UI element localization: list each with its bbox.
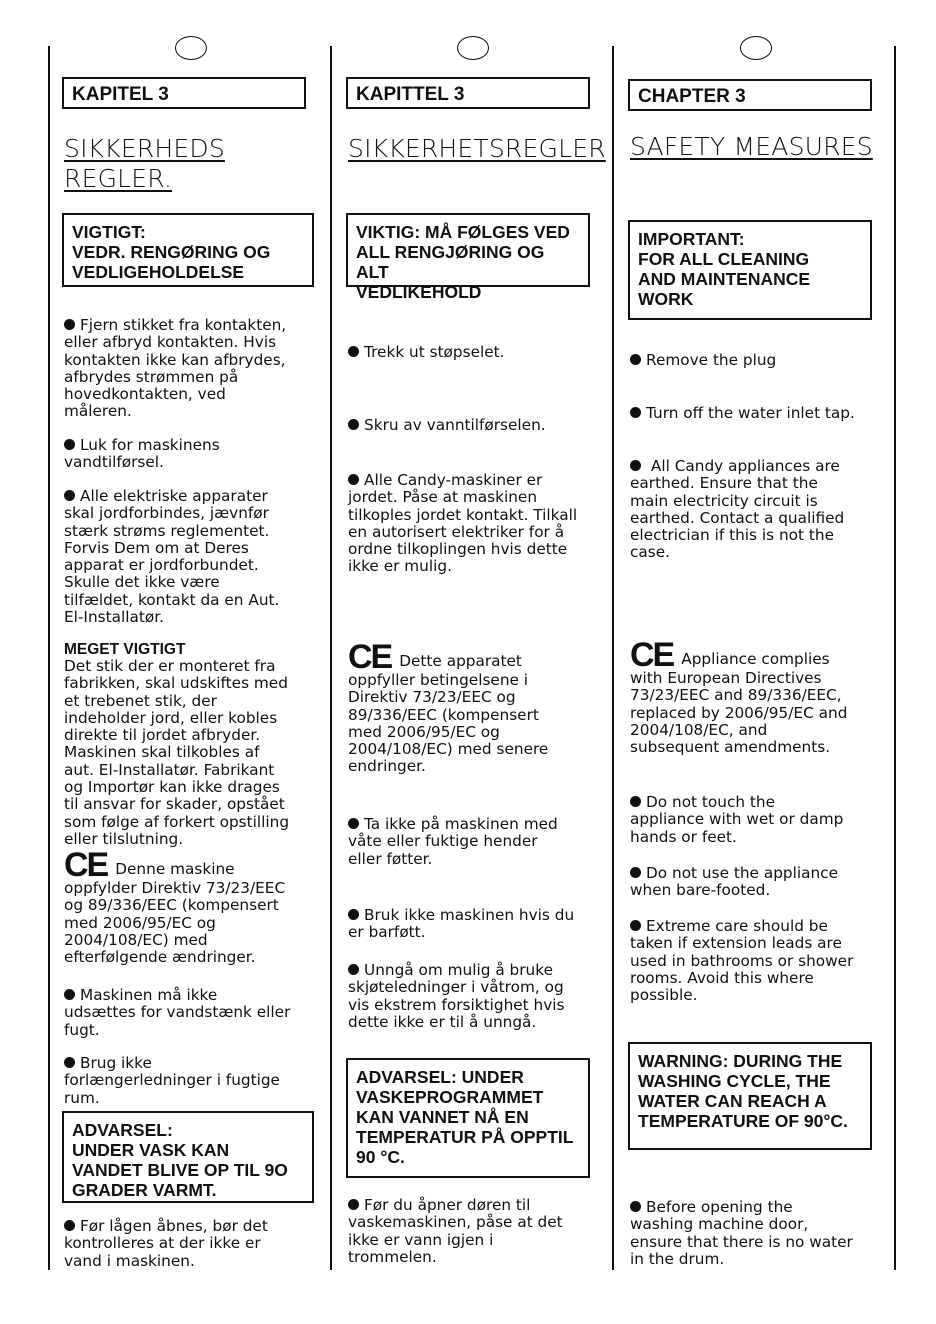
bullet-icon <box>348 964 359 975</box>
warning-box: ADVARSEL: UNDER VASK KAN VANDET BLIVE OP TIL 9O GRADER VARMT. <box>62 1111 314 1203</box>
safety-item: Skru av vanntilførselen. <box>348 417 610 434</box>
safety-item: Do not touch the appliance with wet or damp hands or feet. <box>630 793 844 846</box>
column-divider-right <box>894 46 896 1270</box>
bullet-icon <box>64 319 75 330</box>
safety-item: Før lågen åbnes, bør det kontrolleres at der ikke er vand i maskinen. <box>64 1217 268 1270</box>
bullet-icon <box>630 407 641 418</box>
very-important-heading: MEGET VIGTIGT <box>64 641 186 658</box>
safety-item: Before opening the washing machine door, ensure that there is no water in the drum. <box>630 1198 853 1268</box>
language-flag-circle-icon <box>457 36 489 60</box>
very-important-text: Det stik der er monteret fra fabrikken, skal udskiftes med et trebenet stik, der indeholder jord, eller kobles direkte til jordet afbryder. Maskinen skal tilkobles af aut. El-Installatør. Fabrikant og Importør kan ikke drages til ansvar for skader, opstået som følge af forkert opstilling eller tilslutning. <box>64 657 290 848</box>
ce-mark-icon: CE <box>348 638 392 676</box>
important-notice-box: IMPORTANT: FOR ALL CLEANING AND MAINTENANCE WORK <box>628 220 872 320</box>
safety-item: Brug ikke forlængerledninger i fugtige rum. <box>64 1054 280 1107</box>
bullet-icon <box>348 474 359 485</box>
ce-compliance-text: CE Dette apparatet oppfyller betingelsene i Direktiv 73/23/EEC og 89/336/EEC (kompensert med 2006/95/EC og 2004/108/EC) med senere endringer. <box>348 638 549 776</box>
chapter-label: CHAPTER 3 <box>628 79 872 111</box>
bullet-icon <box>64 989 75 1000</box>
safety-item: Unngå om mulig å bruke skjøteledninger i våtrom, og vis ekstrem forsiktighet hvis dette ikke er til å unngå. <box>348 961 565 1031</box>
ce-compliance-text: CE Appliance complies with European Directives 73/23/EEC and 89/336/EEC, replaced by 2006/95/EC and 2004/108/EC, and subsequent amendments. <box>630 636 848 757</box>
bullet-icon <box>630 460 641 471</box>
bullet-icon <box>630 354 641 365</box>
ce-mark-icon: CE <box>630 636 674 674</box>
column-divider-mid-left <box>330 46 332 1270</box>
safety-item: Ta ikke på maskinen med våte eller fuktige hender eller føtter. <box>348 815 558 868</box>
safety-item: Fjern stikket fra kontakten, eller afbryd kontakten. Hvis kontakten ikke kan afbrydes, afbrydes strømmen på hovedkontakten, ved måleren. <box>64 316 287 421</box>
bullet-icon <box>348 346 359 357</box>
bullet-icon <box>64 1220 75 1231</box>
safety-item: Trekk ut støpselet. <box>348 344 610 361</box>
safety-item: All Candy appliances are earthed. Ensure that the main electricity circuit is earthed. Contact a qualified electrician if this is not the case. <box>630 457 845 562</box>
important-notice-box: VIGTIGT: VEDR. RENGØRING OG VEDLIGEHOLDELSE <box>62 213 314 287</box>
bullet-icon <box>630 920 641 931</box>
bullet-icon <box>64 439 75 450</box>
chapter-label: KAPITTEL 3 <box>346 77 590 109</box>
bullet-icon <box>630 867 641 878</box>
safety-item: Før du åpner døren til vaskemaskinen, påse at det ikke er vann igjen i trommelen. <box>348 1196 563 1266</box>
bullet-icon <box>348 818 359 829</box>
important-notice-box: VIKTIG: MÅ FØLGES VED ALL RENGJØRING OG ALT VEDLIKEHOLD <box>346 213 590 287</box>
safety-item: Luk for maskinens vandtilførsel. <box>64 436 220 472</box>
bullet-icon <box>64 490 75 501</box>
safety-item: Alle elektriske apparater skal jordforbindes, jævnfør stærk strøms reglementet. Forvis Dem om at Deres apparat er jordforbundet. Skulle det ikke være tilfældet, kontakt da en Aut. El-Installatør. <box>64 487 280 627</box>
language-flag-circle-icon <box>740 36 772 60</box>
language-flag-circle-icon <box>175 36 207 60</box>
safety-item: Bruk ikke maskinen hvis du er barføtt. <box>348 906 575 942</box>
section-title: SIKKERHETSREGLER <box>348 134 606 163</box>
warning-box: WARNING: DURING THE WASHING CYCLE, THE WATER CAN REACH A TEMPERATURE OF 90°C. <box>628 1042 872 1150</box>
warning-box: ADVARSEL: UNDER VASKEPROGRAMMET KAN VANNET NÅ EN TEMPERATUR PÅ OPPTIL 90 °C. <box>346 1058 590 1178</box>
section-title-line2: REGLER. <box>64 164 173 193</box>
chapter-label: KAPITEL 3 <box>62 77 306 109</box>
bullet-icon <box>348 419 359 430</box>
bullet-icon <box>630 1201 641 1212</box>
safety-item: Alle Candy-maskiner er jordet. Påse at maskinen tilkoples jordet kontakt. Tilkall en autorisert elektriker for å ordne tilkoplingen hvis dette ikke er mulig. <box>348 471 578 576</box>
ce-mark-icon: CE <box>64 846 108 884</box>
column-divider-left <box>48 46 50 1270</box>
section-title-line1: SIKKERHEDS <box>64 134 225 163</box>
column-divider-mid-right <box>612 46 614 1270</box>
bullet-icon <box>64 1057 75 1068</box>
ce-compliance-text: CE Denne maskine oppfylder Direktiv 73/23/EEC og 89/336/EEC (kompensert med 2006/95/EC og 2004/108/EC) med efterfølgende ændringer. <box>64 846 286 967</box>
safety-item: Do not use the appliance when bare-footed. <box>630 864 839 900</box>
safety-item: Turn off the water inlet tap. <box>630 405 892 422</box>
safety-item: Extreme care should be taken if extension leads are used in bathrooms or shower rooms. Avoid this where possible. <box>630 917 854 1005</box>
bullet-icon <box>348 1199 359 1210</box>
safety-item: Remove the plug <box>630 352 892 369</box>
safety-item: Maskinen må ikke udsættes for vandstænk eller fugt. <box>64 986 291 1039</box>
bullet-icon <box>348 909 359 920</box>
section-title: SAFETY MEASURES <box>630 132 873 161</box>
bullet-icon <box>630 796 641 807</box>
